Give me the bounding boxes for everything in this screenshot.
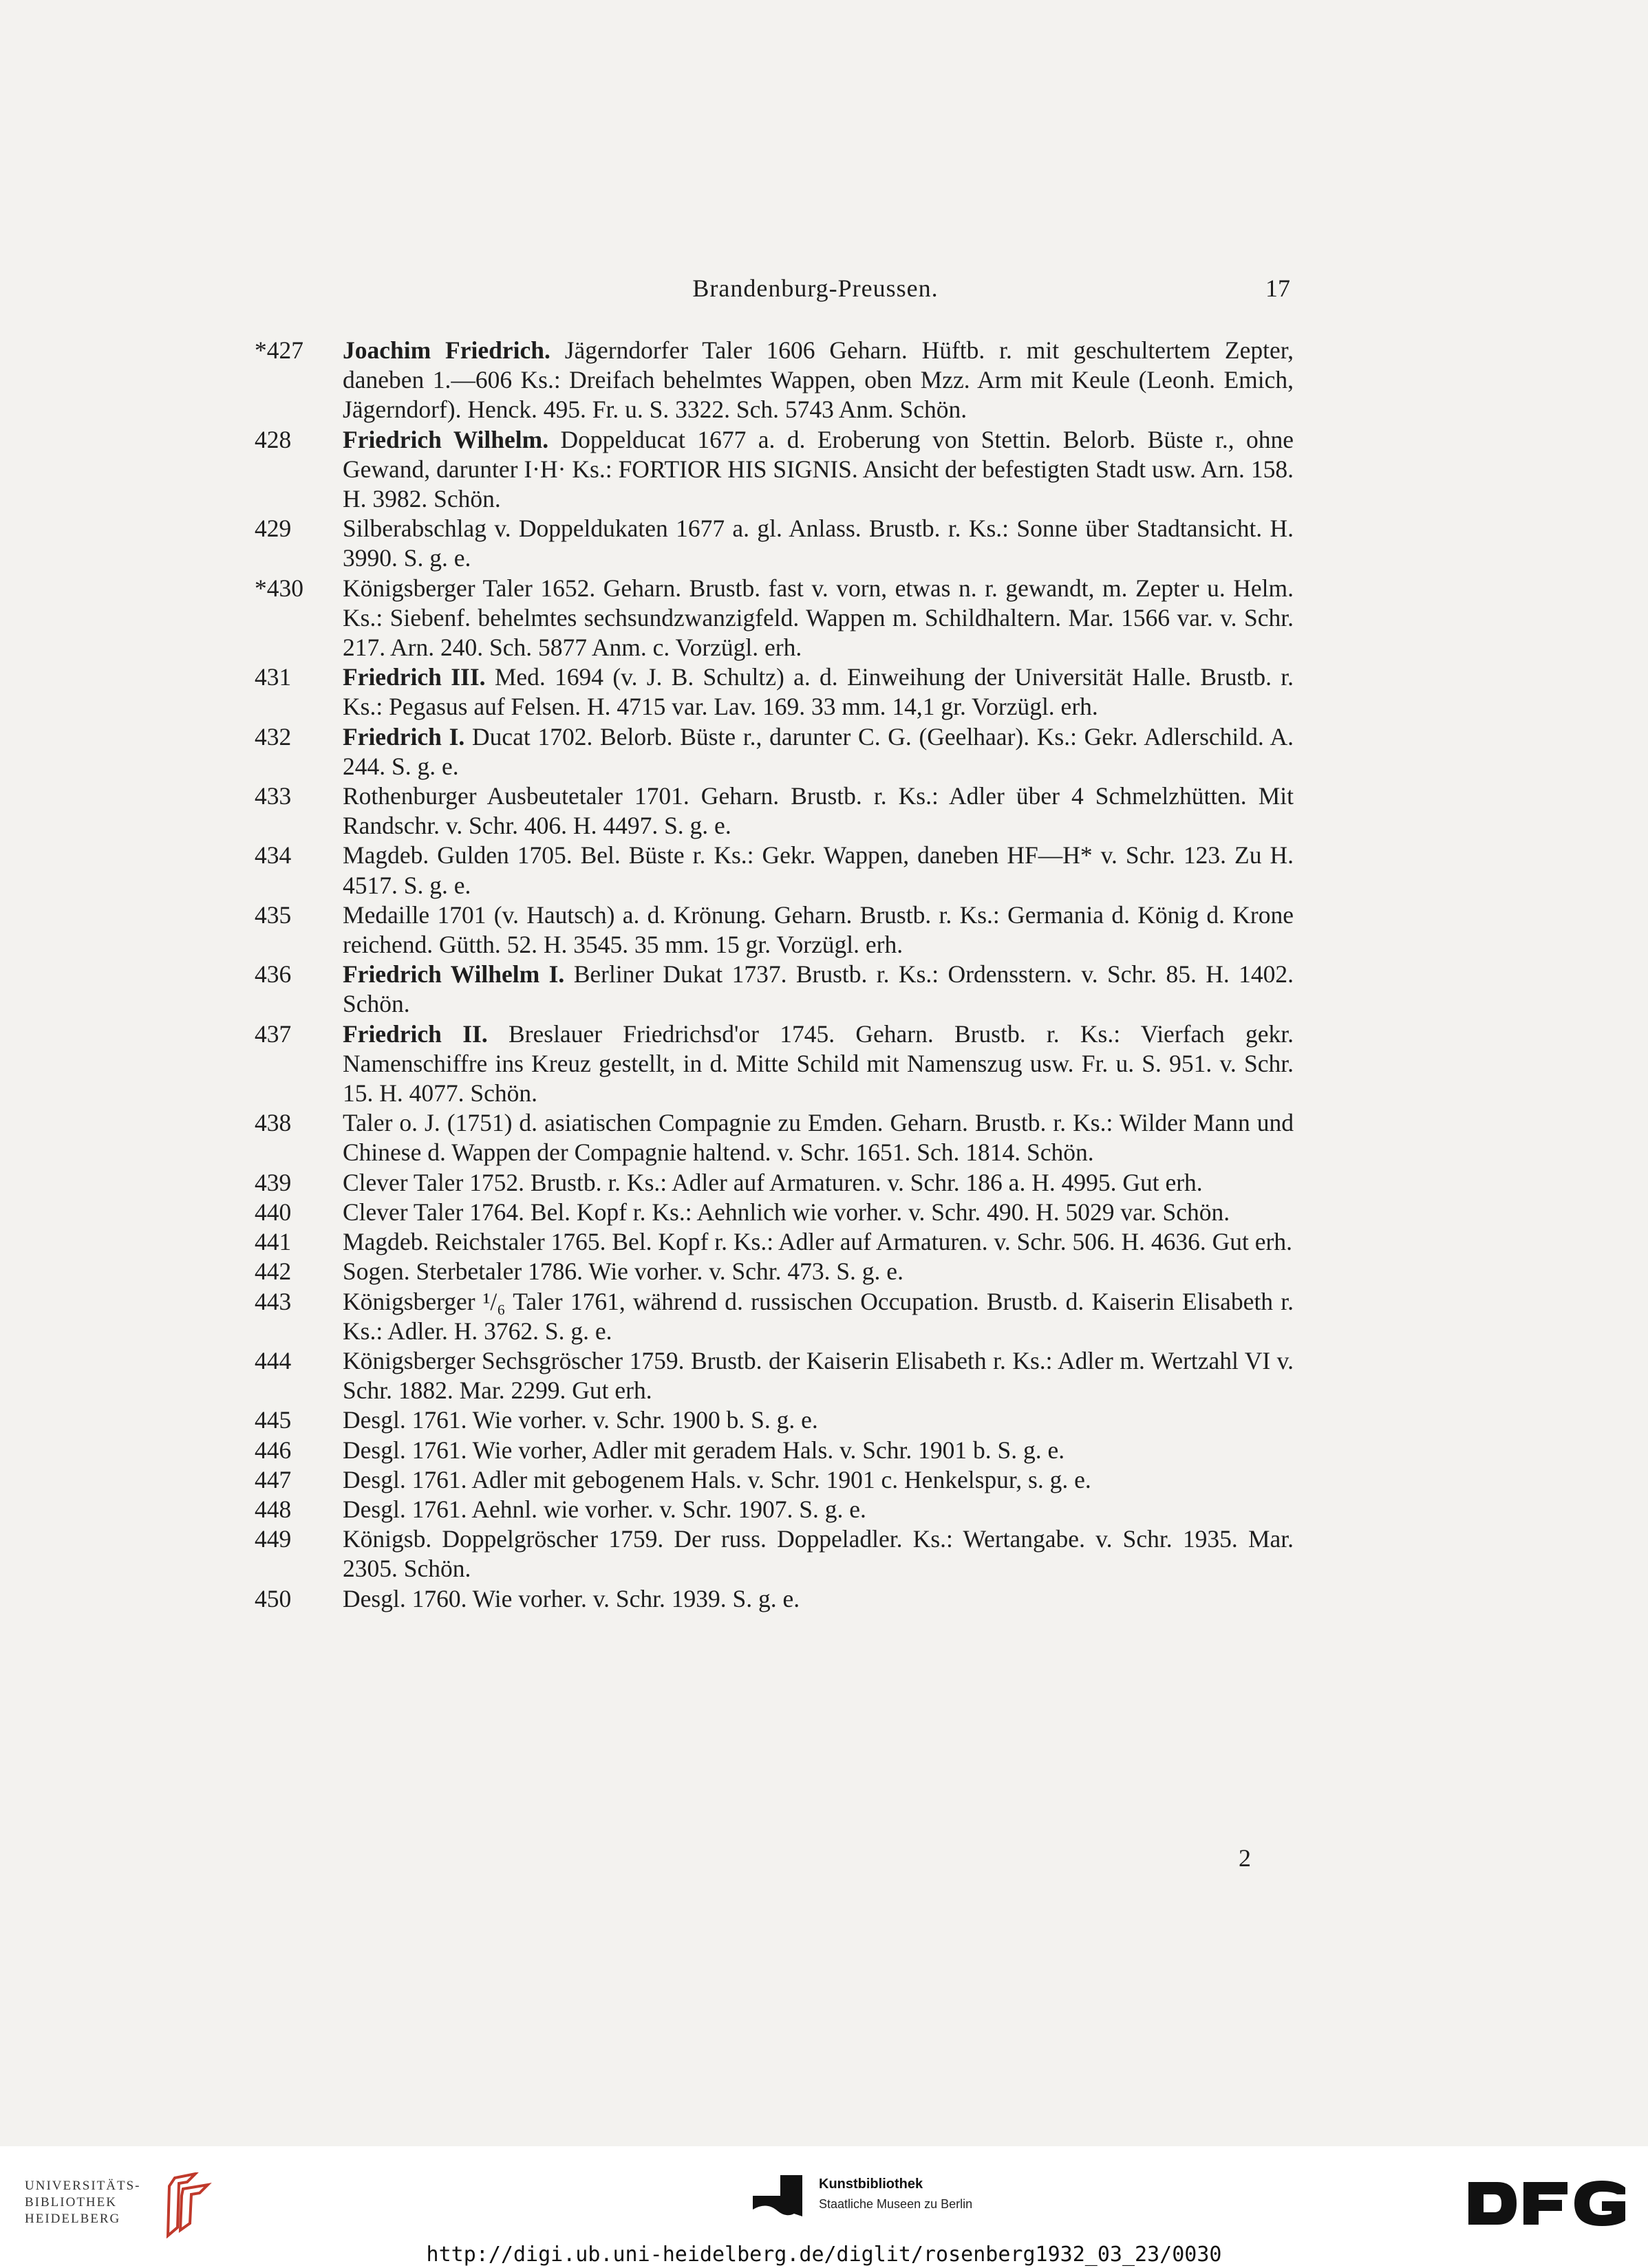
entry-number: 443 [255,1287,292,1315]
kunstbibliothek-logo[interactable] [753,2175,1028,2230]
entry-description: Doppelducat 1677 a. d. Eroberung von Stettin. Belorb. Büste r., ohne Gewand, darunter I·H· Ks.: FORTIOR HIS SIGNIS. Ansicht der befestigten Stadt usw. Arn. 158. H. 3982. Schön. [343,425,1294,513]
catalogue-entry [255,1524,1294,1584]
kb-subtitle: Staatliche Museen zu Berlin [819,2197,973,2211]
ruler-name: Friedrich III. [343,663,486,691]
catalogue-entry [255,336,1294,425]
ruler-name: Friedrich Wilhelm I. [343,960,565,989]
entry-description: Magdeb. Gulden 1705. Bel. Büste r. Ks.: Gekr. Wappen, daneben HF—H* v. Schr. 123. Zu H. 4517. S. g. e. [343,841,1294,899]
entry-description: Sogen. Sterbetaler 1786. Wie vorher. v. Schr. 473. S. g. e. [343,1257,903,1286]
ruler-name: Friedrich I. [343,722,465,750]
catalogue-entry [255,1346,1294,1405]
entry-description: Rothenburger Ausbeutetaler 1701. Geharn. Brustb. r. Ks.: Adler über 4 Schmelzhütten. Mit Randschr. v. Schr. 406. H. 4497. S. g. e. [343,782,1294,840]
catalogue-entry [255,1495,1294,1524]
ub-emblem-icon [147,2172,223,2238]
entry-number: 448 [255,1495,292,1523]
entry-number: 442 [255,1257,292,1286]
catalogue-entry [255,1287,1294,1346]
header-title: Brandenburg-Preussen. [692,274,939,302]
page-number: 17 [1265,274,1290,302]
ub-line: HEIDELBERG [25,2212,121,2226]
entry-description: Königsberger ¹/₆ Taler 1761, während d. russischen Occupation. Brustb. d. Kaiserin Elisabeth r. Ks.: Adler. H. 3762. S. g. e. [343,1287,1294,1345]
catalogue-entry [255,900,1294,960]
ub-line: UNIVERSITÄTS- [25,2179,141,2193]
entry-number: 432 [255,722,292,750]
entry-number: 436 [255,960,292,989]
ruler-name: Friedrich II. [343,1019,488,1048]
catalogue-entry [255,1198,1294,1227]
entry-description: Königsberger Sechsgröscher 1759. Brustb. der Kaiserin Elisabeth r. Ks.: Adler m. Wertzahl VI v. Schr. 1882. Mar. 2299. Gut erh. [343,1346,1294,1405]
footer-bar [0,2146,1648,2268]
catalogue-entry [255,662,1294,722]
entry-description: Königsberger Taler 1652. Geharn. Brustb. fast v. vorn, etwas n. r. gewandt, m. Zepter u. Helm. Ks.: Siebenf. behelmtes sechsundzwanzigfeld. Wappen m. Schildhaltern. Mar. 1566 var. v. Schr. 217. Arn. 240. Sch. 5877 Anm. c. Vorzügl. erh. [343,574,1294,662]
entry-number: 434 [255,841,292,870]
kb-title: Kunstbibliothek [819,2177,923,2192]
entry-description: Jägerndorfer Taler 1606 Geharn. Hüftb. r. mit geschultertem Zepter, daneben 1.—606 Ks.: Dreifach behelmtes Wappen, oben Mzz. Arm mit Keule (Leonh. Emich, Jägerndorf). Henck. 495. Fr. u. S. 3322. Sch. 5743 Anm. Schön. [343,336,1294,424]
entry-description: Taler o. J. (1751) d. asiatischen Compagnie zu Emden. Geharn. Brustb. r. Ks.: Wilder Mann und Chinese d. Wappen der Compagnie haltend. v. Schr. 1651. Sch. 1814. Schön. [343,1109,1294,1167]
catalogue-entry [255,1584,1294,1614]
catalogue-entry [255,1019,1294,1109]
entry-description: Med. 1694 (v. J. B. Schultz) a. d. Einweihung der Universität Halle. Brustb. r. Ks.: Pegasus auf Felsen. H. 4715 var. Lav. 169. 33 mm. 14,1 gr. Vorzügl. erh. [343,663,1294,721]
entry-description: Medaille 1701 (v. Hautsch) a. d. Krönung. Geharn. Brustb. r. Ks.: Germania d. König d. Krone reichend. Gütth. 52. H. 3545. 35 mm. 15 gr. Vorzügl. erh. [343,900,1294,959]
catalogue-entry [255,841,1294,900]
entry-number: *430 [255,574,303,602]
entry-number: 439 [255,1168,292,1196]
ub-logo-text [25,2178,141,2227]
entry-number: 446 [255,1436,292,1464]
source-url-link[interactable]: http://digi.ub.uni-heidelberg.de/diglit/rosenberg1932_03_23/0030 [426,2243,1222,2267]
catalogue-entry [255,1405,1294,1435]
catalogue-entry [255,781,1294,841]
kunstbibliothek-emblem-icon [753,2175,802,2227]
entry-description: Berliner Dukat 1737. Brustb. r. Ks.: Ordensstern. v. Schr. 85. H. 1402. Schön. [343,960,1294,1018]
entry-number: 450 [255,1584,292,1612]
entry-number: 444 [255,1346,292,1374]
ub-heidelberg-logo[interactable] [25,2175,252,2230]
entry-number: 445 [255,1406,292,1434]
catalogue-entry [255,1108,1294,1167]
entry-description: Desgl. 1761. Aehnl. wie vorher. v. Schr. 1907. S. g. e. [343,1495,866,1523]
catalogue-entry [255,1257,1294,1286]
catalogue-entry [255,425,1294,515]
catalogue-entry [255,722,1294,781]
entry-description: Desgl. 1760. Wie vorher. v. Schr. 1939. S. g. e. [343,1584,800,1612]
entry-description: Breslauer Friedrichsd'or 1745. Geharn. Brustb. r. Ks.: Vierfach gekr. Namenschiffre ins Kreuz gestellt, in d. Mitte Schild mit Namenszug usw. Fr. u. S. 951. v. Schr. 15. H. 4077. Schön. [343,1019,1294,1108]
dfg-logo-icon[interactable] [1464,2172,1629,2234]
catalogue-entry [255,1436,1294,1465]
entry-number: 433 [255,782,292,810]
entry-number: 435 [255,900,292,929]
entry-number: 449 [255,1525,292,1553]
entry-number: 440 [255,1198,292,1226]
entry-number: 428 [255,425,292,453]
entry-description: Clever Taler 1752. Brustb. r. Ks.: Adler auf Armaturen. v. Schr. 186 a. H. 4995. Gut erh. [343,1168,1203,1196]
entry-number: 447 [255,1465,292,1493]
entry-description: Magdeb. Reichstaler 1765. Bel. Kopf r. Ks.: Adler auf Armaturen. v. Schr. 506. H. 4636. Gut erh. [343,1228,1292,1256]
running-header [341,274,1290,308]
catalogue-entry [255,1227,1294,1257]
ruler-name: Joachim Friedrich. [343,336,550,364]
entry-description: Desgl. 1761. Wie vorher, Adler mit geradem Hals. v. Schr. 1901 b. S. g. e. [343,1436,1065,1464]
entry-number: 431 [255,663,292,691]
catalogue-entry [255,1168,1294,1198]
entry-number: 437 [255,1019,292,1048]
catalogue-entry [255,1465,1294,1495]
catalogue-entry [255,960,1294,1019]
entry-number: 429 [255,515,292,543]
entry-description: Desgl. 1761. Wie vorher. v. Schr. 1900 b. S. g. e. [343,1406,818,1434]
entry-description: Silberabschlag v. Doppeldukaten 1677 a. gl. Anlass. Brustb. r. Ks.: Sonne über Stadtansicht. H. 3990. S. g. e. [343,515,1294,572]
entry-number: 438 [255,1109,292,1137]
entry-description: Ducat 1702. Belorb. Büste r., darunter C. G. (Geelhaar). Ks.: Gekr. Adlerschild. A. 244. S. g. e. [343,722,1294,780]
catalogue-entries [255,336,1294,1614]
ruler-name: Friedrich Wilhelm. [343,425,549,453]
entry-description: Desgl. 1761. Adler mit gebogenem Hals. v. Schr. 1901 c. Henkelspur, s. g. e. [343,1465,1091,1493]
catalogue-entry [255,514,1294,573]
entry-description: Königsb. Doppelgröscher 1759. Der russ. Doppeladler. Ks.: Wertangabe. v. Schr. 1935. Mar. 2305. Schön. [343,1525,1294,1583]
entry-number: 441 [255,1228,292,1256]
catalogue-entry [255,574,1294,663]
entry-number: *427 [255,336,303,364]
ub-line: BIBLIOTHEK [25,2195,117,2210]
signature-mark: 2 [1239,1844,1251,1872]
entry-description: Clever Taler 1764. Bel. Kopf r. Ks.: Aehnlich wie vorher. v. Schr. 490. H. 5029 var. Schön. [343,1198,1230,1226]
